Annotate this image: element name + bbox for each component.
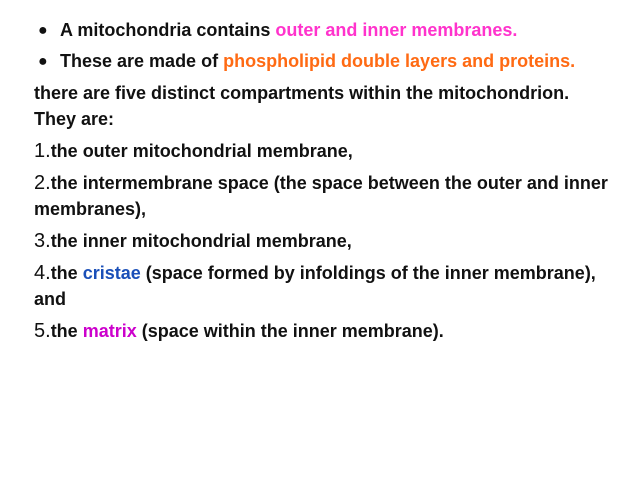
compartment-item-5: [34, 318, 608, 344]
bullet-item: [34, 18, 608, 43]
item-number: 4.: [34, 262, 51, 284]
bullet-list: [34, 18, 608, 74]
bullet-lead-text: These are made of: [60, 51, 224, 71]
item-number: 2.: [34, 172, 51, 194]
item-text-after: (space within the inner membrane).: [136, 321, 444, 341]
intro-paragraph: there are five distinct compartments within the mitochondrion. They are:: [34, 83, 570, 129]
item-number: 1.: [34, 140, 51, 162]
bullet-dot-icon: ●: [38, 53, 48, 70]
item-number: 5.: [34, 320, 51, 342]
bullet-highlight-text: outer and inner membranes.: [275, 20, 518, 40]
bullet-highlight-text: phospholipid double layers and proteins.: [223, 51, 576, 71]
compartment-item-4: [34, 260, 608, 312]
compartment-item-2: [34, 170, 608, 222]
bullet-item: [34, 49, 608, 74]
compartment-item-3: [34, 228, 608, 254]
item-text-after: (space formed by infoldings of the inner membrane), and: [34, 263, 596, 309]
item-number: 3.: [34, 230, 51, 252]
item-term-cristae: cristae: [82, 263, 141, 283]
compartment-item-1: [34, 138, 608, 164]
bullet-dot-icon: ●: [38, 22, 48, 39]
item-text: the outer mitochondrial membrane,: [50, 141, 353, 161]
bullet-lead-text: A mitochondria contains: [60, 20, 276, 40]
item-text: the inner mitochondrial membrane,: [50, 231, 352, 251]
item-term-matrix: matrix: [82, 321, 137, 341]
item-text: the: [50, 321, 83, 341]
item-text: the intermembrane space (the space between the outer and inner membranes),: [34, 173, 608, 219]
item-text: the: [50, 263, 83, 283]
